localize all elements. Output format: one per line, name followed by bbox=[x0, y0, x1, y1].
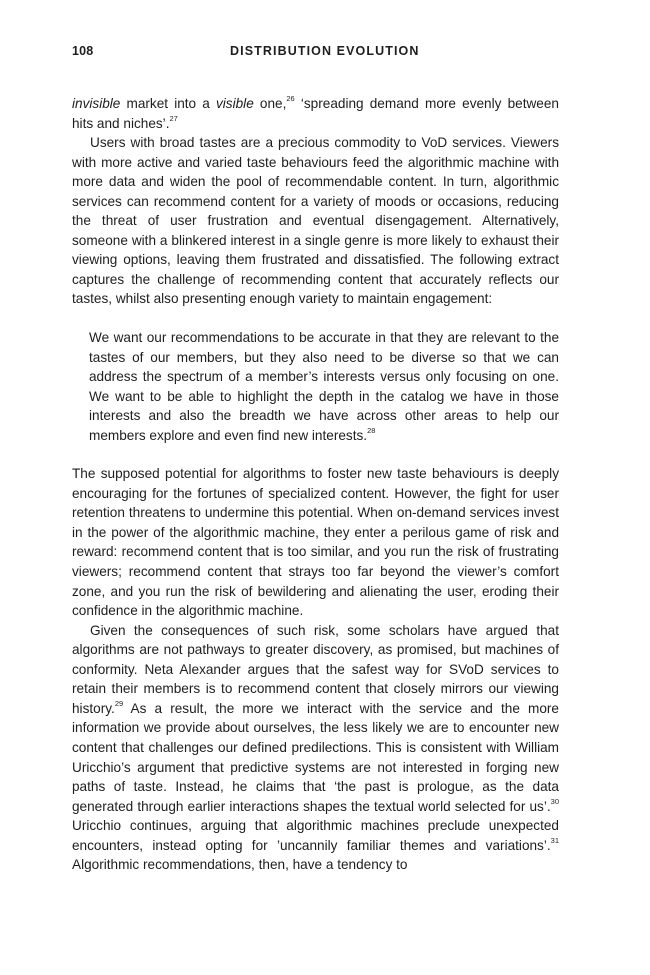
page-number: 108 bbox=[72, 44, 94, 58]
italic-word: visible bbox=[215, 96, 254, 111]
text-run: ‘spreading demand more evenly between hits and niches’. bbox=[72, 96, 559, 131]
text-run: one, bbox=[253, 96, 287, 111]
chapter-title: DISTRIBUTION EVOLUTION bbox=[230, 44, 420, 58]
quote-text bbox=[89, 328, 559, 445]
footnote-ref: 30 bbox=[550, 797, 559, 807]
paragraph-continued bbox=[72, 94, 559, 133]
paragraph: Users with broad tastes are a precious commodity to VoD services. Viewers with more active and varied taste behaviours feed the algorithmic machine with more data and widen the pool of recommendable content. In turn, algorithmic services can recommend content for a variety of moods or occasions, reducing the threat of user frustration and eventual disengagement. Alternatively, someone with a blinkered interest in a single genre is more likely to exhaust their viewing options, leaving them frustrated and dissatisfied. The following extract captures the challenge of recommending content that accurately reflects our tastes, whilst also presenting enough variety to maintain engagement: bbox=[72, 135, 559, 307]
text-run: As a result, the more we interact with the service and the more information we provide about ourselves, the less likely we are to encounter new content that challenges our defined predilections. This is consistent with William Uricchio’s argument that predictive systems are not interested in forging new paths of taste. Instead, he claims that ‘the past is prologue, as the data generated through earlier interactions shapes the textual world selected for us’. bbox=[72, 700, 559, 814]
text-run: Uricchio continues, arguing that algorithmic machines preclude unexpected encounters, instead opting for ’uncannily familiar themes and variations’. bbox=[72, 818, 559, 853]
text-run: Given the consequences of such risk, some scholars have argued that algorithms are not pathways to greater discovery, as promised, but machines of conformity. Neta Alexander argues that the safest way for SVoD services to retain their members is to recommend content that closely mirrors our viewing history. bbox=[72, 622, 559, 716]
text-run: We want our recommendations to be accurate in that they are relevant to the tastes of our members, but they also need to be diverse so that we can address the spectrum of a member’s interests versus only focusing on one. We want to be able to highlight the depth in the catalog we have in those interests and also the breadth we have across other areas to help our members explore and even find new interests. bbox=[89, 330, 559, 443]
footnote-ref: 31 bbox=[550, 836, 559, 846]
text-run: Algorithmic recommendations, then, have a tendency to bbox=[72, 857, 408, 873]
running-head bbox=[72, 44, 559, 62]
paragraph bbox=[72, 621, 559, 875]
italic-word: invisible bbox=[72, 96, 121, 111]
footnote-ref: 28 bbox=[367, 426, 376, 436]
footnote-ref: 27 bbox=[169, 114, 178, 124]
block-quote bbox=[89, 328, 559, 445]
text-run: market into a bbox=[120, 96, 216, 111]
footnote-ref: 26 bbox=[286, 94, 295, 104]
footnote-ref: 29 bbox=[114, 699, 124, 709]
body-text bbox=[72, 94, 559, 875]
paragraph: The supposed potential for algorithms to foster new taste behaviours is deeply encouraging for the fortunes of specialized content. However, the fight for user retention threatens to undermine this potential. When on-demand services invest in the power of the algorithmic machine, they enter a perilous game of risk and reward: recommend content that is too similar, and you run the risk of frustrating viewers; recommend content that strays too far beyond the viewer’s comfort zone, and you run the risk of bewildering and alienating the user, eroding their confidence in the algorithmic machine. bbox=[72, 466, 559, 619]
